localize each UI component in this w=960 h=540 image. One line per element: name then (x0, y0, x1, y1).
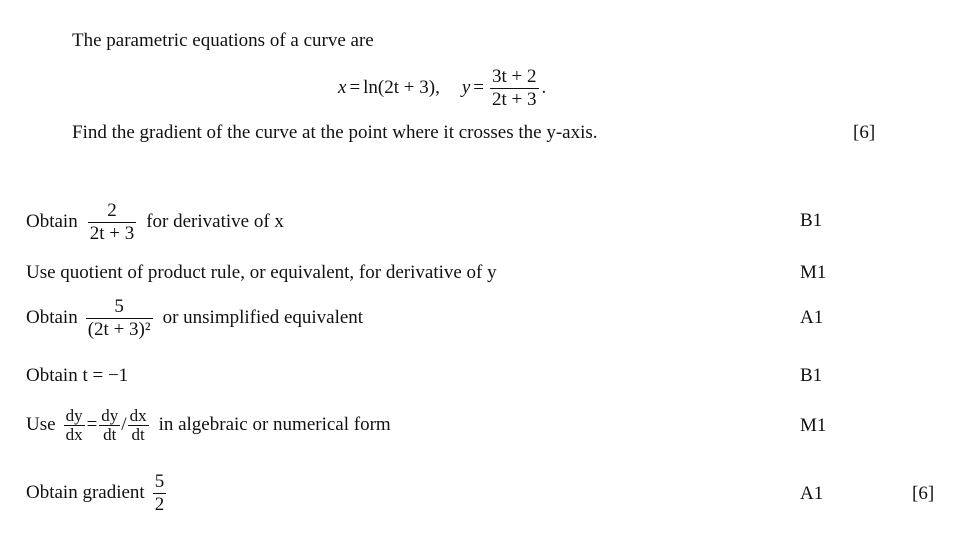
row3-mark: A1 (800, 307, 824, 328)
row3-suffix: or unsimplified equivalent (162, 307, 364, 328)
eq-y-lhs: y (461, 77, 471, 98)
row3-fraction (86, 296, 153, 341)
row5-deriv-dydx: $\frac{dy}{dx}$ (65, 405, 83, 444)
row5-mark: M1 (800, 415, 827, 436)
row1-mark: B1 (800, 210, 823, 231)
row6-mark: A1 (800, 483, 824, 504)
row1-numerator: 2 (88, 200, 137, 223)
eq-y-denominator: 2t + 3 (492, 88, 537, 110)
row6-fraction (153, 471, 167, 516)
row5-deriv-dydt: $\frac{dy}{dt}$ (101, 405, 119, 444)
row6-denominator: 2 (154, 493, 165, 515)
row6-prefix: Obtain gradient (26, 482, 145, 503)
scheme-row-5: Use $\frac{dy}{dx}$ = $\frac{dy}{dt}$ / $\frac{dx}{dt}$ in algebraic or numerical form (26, 405, 391, 444)
row5-prefix: Use (26, 414, 56, 435)
parametric-equations: x = ln(2t + 3), y = $\frac{3t + 2}{2t + 3}$ . (338, 65, 547, 110)
scheme-row-1 (26, 194, 284, 250)
question-marks: [6] (853, 122, 876, 143)
row5-deriv-dxdt: $\frac{dx}{dt}$ (129, 405, 147, 444)
question-task: Find the gradient of the curve at the point where it crosses the y-axis. (72, 122, 598, 143)
scheme-row-2: Use quotient of product rule, or equivalent, for derivative of y (26, 262, 497, 283)
row4-mark: B1 (800, 365, 823, 386)
scheme-row-3 (26, 290, 363, 346)
eq-x-lhs: x (338, 77, 347, 98)
eq-y-numerator: 3t + 2 (492, 65, 537, 87)
row1-fraction (88, 200, 137, 245)
row1-suffix: for derivative of x (146, 211, 284, 232)
question-intro: The parametric equations of a curve are (72, 30, 374, 51)
row6-numerator: 5 (154, 470, 165, 492)
row1-prefix: Obtain (26, 211, 78, 232)
eq-end: . (541, 77, 547, 98)
row3-numerator: 5 (86, 296, 153, 319)
row1-denominator: 2t + 3 (89, 222, 135, 244)
scheme-row-4: Obtain t = −1 (26, 365, 129, 386)
row3-prefix: Obtain (26, 307, 78, 328)
row5-suffix: in algebraic or numerical form (158, 414, 391, 435)
eq-y-fraction (490, 66, 539, 111)
row2-mark: M1 (800, 262, 827, 283)
row3-denominator: (2t + 3)² (87, 318, 151, 340)
eq-x-rhs: ln(2t + 3), (363, 77, 440, 98)
row6-total: [6] (912, 483, 935, 504)
scheme-row-6 (26, 466, 169, 520)
